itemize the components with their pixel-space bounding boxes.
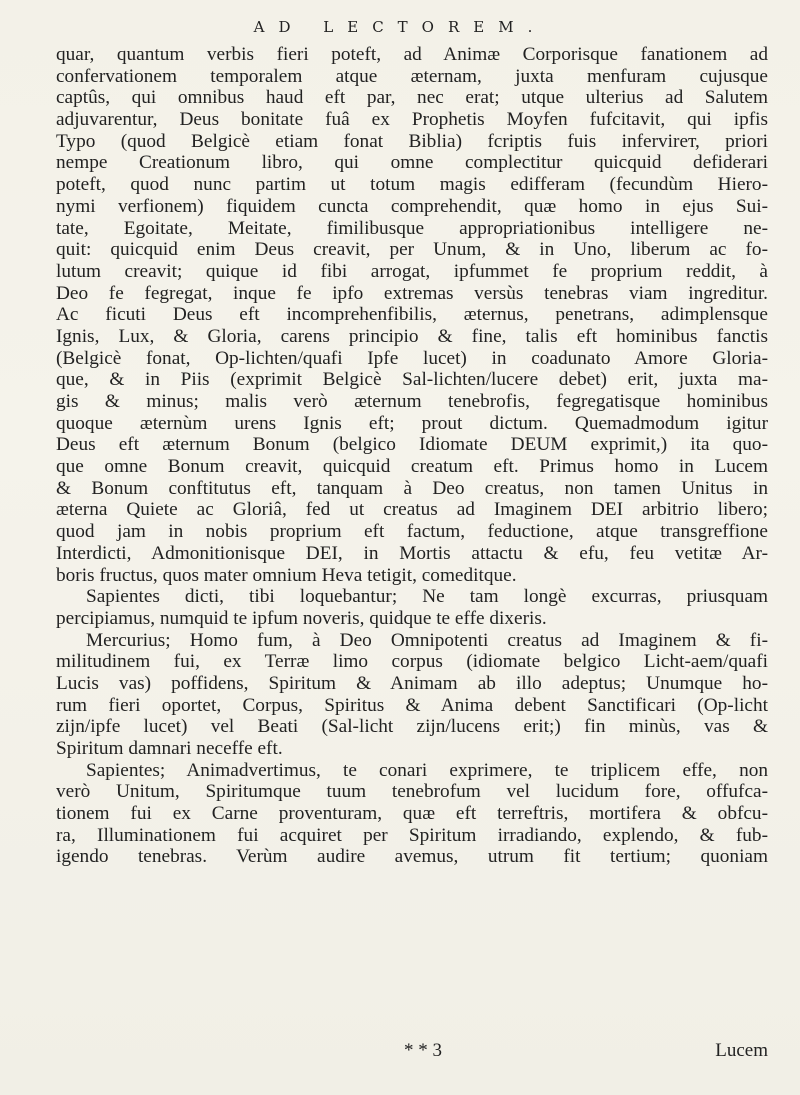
text-line: Deo fe fegregat, inque fe ipfo extremas versùs tenebras viam ingreditur. xyxy=(56,282,768,304)
text-line: zijn/ipfe lucet) vel Beati (Sal-licht zijn/lucens erit;) fin minùs, vas & xyxy=(56,716,768,738)
text-line: (Belgicè fonat, Op-lichten/quafi Ipfe lucet) in coadunato Amore Gloria- xyxy=(56,347,768,369)
text-line: Interdicti, Admonitionisque DEI, in Mortis attactu & efu, feu vetitæ Ar- xyxy=(56,542,768,564)
running-title: AD LECTOREM. xyxy=(253,18,547,36)
text-line: percipiamus, numquid te ipfum noveris, quidque te effe dixeris. xyxy=(56,607,547,629)
text-line: poteft, quod nunc partim ut totum magis edifferam (fecundùm Hiero- xyxy=(56,174,768,196)
text-line: tate, Egoitate, Meitate, fimilibusque appropriationibus intelligere ne- xyxy=(56,217,768,239)
text-line: rum fieri oportet, Corpus, Spiritus & Anima debent Sanctificari (Op-licht xyxy=(56,694,768,716)
text-line: militudinem fui, ex Terræ limo corpus (idiomate belgico Licht-aem/quafi xyxy=(56,651,768,673)
text-line: Sapientes; Animadvertimus, te conari exprimere, te triplicem effe, non xyxy=(86,759,768,781)
text-line: quoque æternùm urens Ignis eft; prout dictum. Quemadmodum igitur xyxy=(56,412,768,434)
text-line: quit: quicquid enim Deus creavit, per Unum, & in Uno, liberum ac fo- xyxy=(56,239,768,261)
text-line: ra, Illuminationem fui acquiret per Spiritum irradiando, explendo, & fub- xyxy=(56,824,768,846)
text-line: Ac ficuti Deus eft incomprehenfibilis, æternus, penetrans, adimplensque xyxy=(56,304,768,326)
text-line: & Bonum conftitutus eft, tanquam à Deo creatus, non tamen Unitus in xyxy=(56,477,768,499)
text-line: Lucis vas) poffidens, Spiritum & Animam ab illo adeptus; Unumque ho- xyxy=(56,672,768,694)
text-line: que, & in Piis (exprimit Belgicè Sal-lichten/lucere debet) erit, juxta ma- xyxy=(56,369,768,391)
text-line: igendo tenebras. Verùm audire avemus, utrum fit tertium; quoniam xyxy=(56,846,768,868)
text-line: tionem fui ex Carne proventuram, quæ eft terreftris, mortifera & obfcu- xyxy=(56,803,768,825)
text-line: Typo (quod Belgicè etiam fonat Biblia) fcriptis fuis infervirет, priori xyxy=(56,130,768,152)
text-line: que omne Bonum creavit, quicquid creatum eft. Primus homo in Lucem xyxy=(56,456,768,478)
text-line: Ignis, Lux, & Gloria, carens principio & fine, talis eft hominibus fanctis xyxy=(56,325,768,347)
catchword: Lucem xyxy=(715,1040,768,1061)
text-line: æterna Quiete ac Gloriâ, fed ut creatus ad Imaginem DEI arbitrio libero; xyxy=(56,499,768,521)
text-line: Deus eft æternum Bonum (belgico Idiomate DEUM exprimit,) ita quo- xyxy=(56,434,768,456)
signature-mark: * * 3 xyxy=(404,1040,442,1061)
text-line: boris fructus, quos mater omnium Heva tetigit, comeditque. xyxy=(56,564,517,586)
body-text xyxy=(56,44,768,868)
text-line: Spiritum damnari neceffe eft. xyxy=(56,738,283,759)
text-line: quar, quantum verbis fieri poteft, ad Animæ Corporisque fanationem ad xyxy=(56,44,768,65)
page-footer xyxy=(0,1040,800,1064)
text-line: nymi verfionem) fiquidem cuncta comprehendit, quæ homo in ejus Sui- xyxy=(56,195,768,217)
text-line: adjuvarentur, Deus bonitate fuâ ex Prophetis Moyfen fufcitavit, qui ipfis xyxy=(56,109,768,131)
text-line: nempe Creationum libro, qui omne complectitur quicquid defiderari xyxy=(56,152,768,174)
text-line: verò Unitum, Spiritumque tuum tenebrofum vel lucidum fore, offufca- xyxy=(56,781,768,803)
text-line: lutum creavit; quique id fibi arrogat, ipfummet fe proprium reddit, à xyxy=(56,260,768,282)
text-line: captûs, qui omnibus haud eft par, nec erat; utque ulterius ad Salutem xyxy=(56,87,768,109)
text-line: gis & minus; malis verò æternum tenebrofis, fegregatisque hominibus xyxy=(56,391,768,412)
text-line: Mercurius; Homo fum, à Deo Omnipotenti creatus ad Imaginem & fi- xyxy=(86,629,768,651)
text-line: confervationem temporalem atque æternam, juxta menfuram cujusque xyxy=(56,65,768,87)
text-line: Sapientes dicti, tibi loquebantur; Ne tam longè excurras, priusquam xyxy=(86,586,768,608)
text-line: quod jam in nobis proprium eft factum, feductione, atque transgreffione xyxy=(56,521,768,543)
